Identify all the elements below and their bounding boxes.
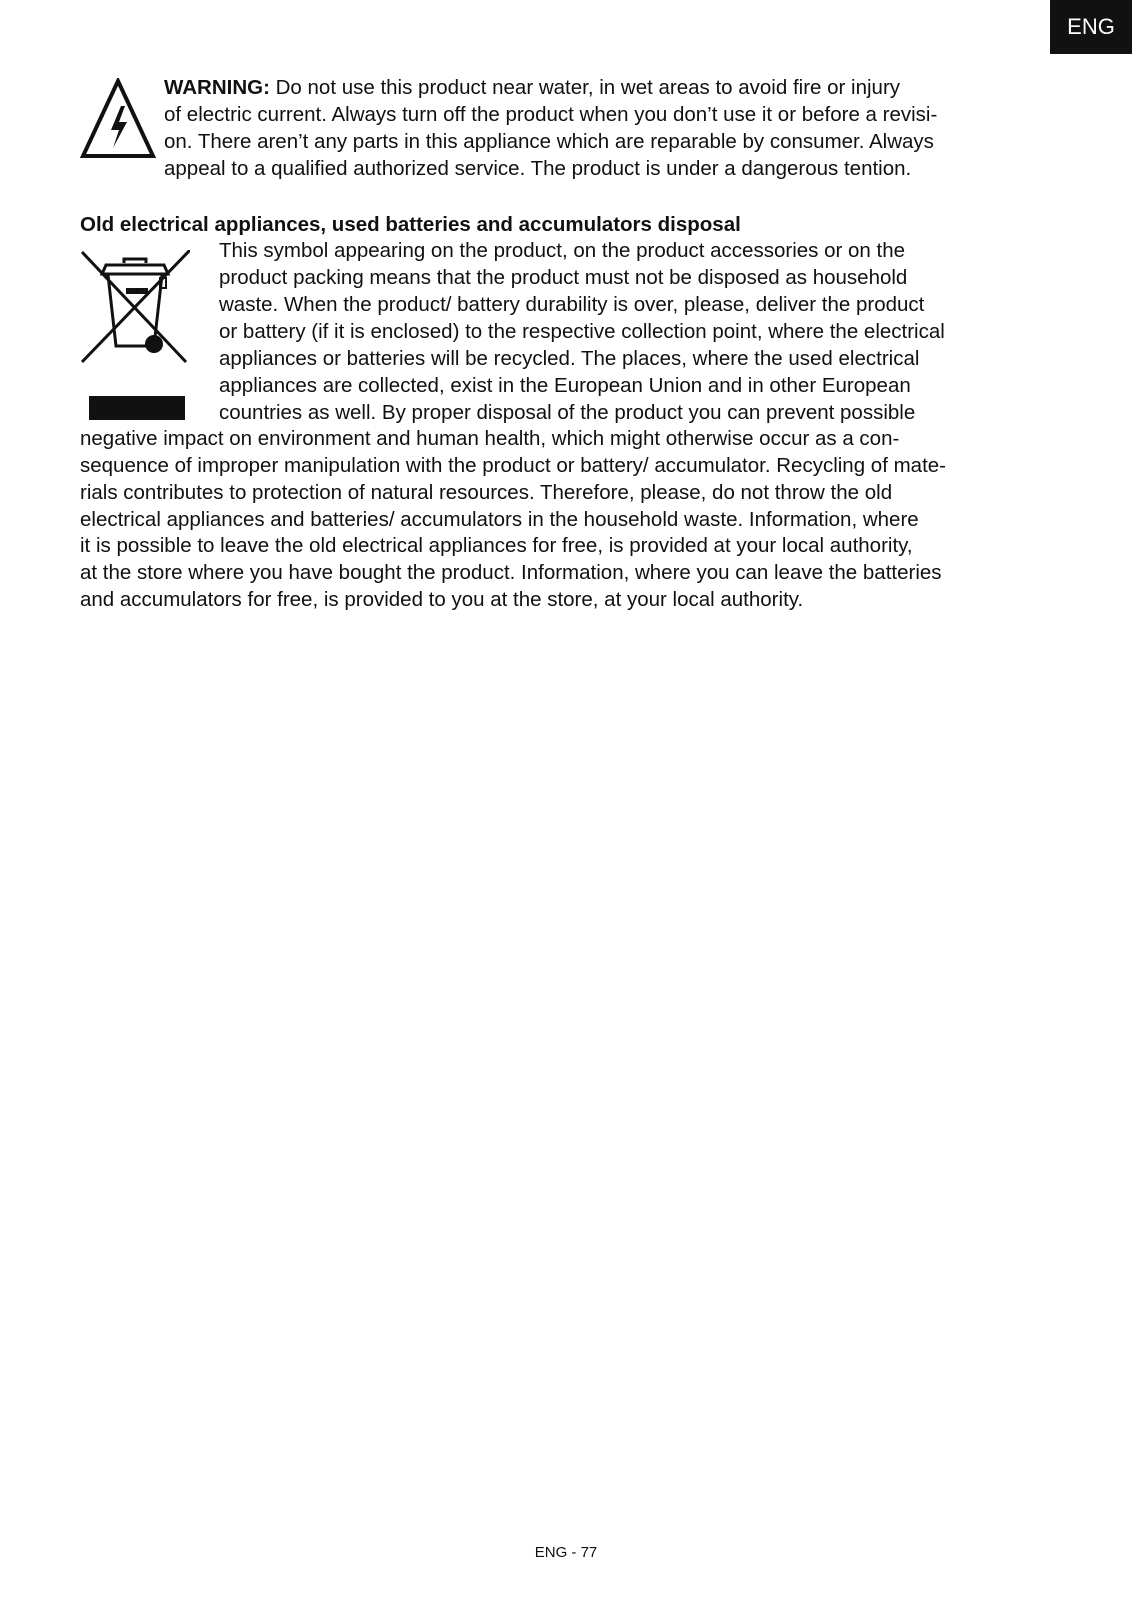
- disposal-line-9: sequence of improper manipulation with the product or battery/ accumulator. Recycling of mate-: [80, 454, 946, 477]
- disposal-line-2: product packing means that the product must not be disposed as household: [219, 266, 908, 289]
- language-tab: ENG: [1050, 0, 1132, 54]
- warning-line-1: [164, 74, 900, 101]
- disposal-line-8: negative impact on environment and human health, which might otherwise occur as a con-: [80, 427, 900, 450]
- warning-text-1: Do not use this product near water, in wet areas to avoid fire or injury: [275, 76, 901, 99]
- disposal-line-13: at the store where you have bought the product. Information, where you can leave the batteries: [80, 561, 942, 584]
- disposal-line-14: and accumulators for free, is provided to you at the store, at your local authority.: [80, 588, 804, 611]
- disposal-line-12: it is possible to leave the old electrical appliances for free, is provided at your local authority,: [80, 534, 913, 557]
- disposal-line-3: waste. When the product/ battery durability is over, please, deliver the product: [219, 293, 925, 316]
- disposal-line-6: appliances are collected, exist in the European Union and in other European: [219, 374, 911, 397]
- disposal-line-7: countries as well. By proper disposal of the product you can prevent possible: [219, 401, 916, 424]
- disposal-line-11: electrical appliances and batteries/ accumulators in the household waste. Information, where: [80, 508, 919, 531]
- warning-label: WARNING:: [164, 76, 270, 99]
- warning-line-3: on. There aren’t any parts in this appliance which are reparable by consumer. Always: [164, 130, 934, 153]
- electric-hazard-icon: [80, 78, 156, 160]
- page-number: ENG - 77: [534, 1544, 598, 1561]
- weee-underline-bar: [89, 396, 185, 420]
- disposal-heading: Old electrical appliances, used batteries and accumulators disposal: [80, 213, 741, 236]
- warning-line-2: of electric current. Always turn off the product when you don’t use it or before a revisi-: [164, 103, 938, 126]
- crossed-out-wheelie-bin-icon: [80, 250, 190, 364]
- disposal-line-5: appliances or batteries will be recycled. The places, where the used electrical: [219, 347, 920, 370]
- disposal-line-1: This symbol appearing on the product, on the product accessories or on the: [219, 239, 906, 262]
- warning-line-4: appeal to a qualified authorized service. The product is under a dangerous tention.: [164, 157, 912, 180]
- disposal-line-4: or battery (if it is enclosed) to the respective collection point, where the electrical: [219, 320, 945, 343]
- disposal-line-10: rials contributes to protection of natural resources. Therefore, please, do not throw the old: [80, 481, 893, 504]
